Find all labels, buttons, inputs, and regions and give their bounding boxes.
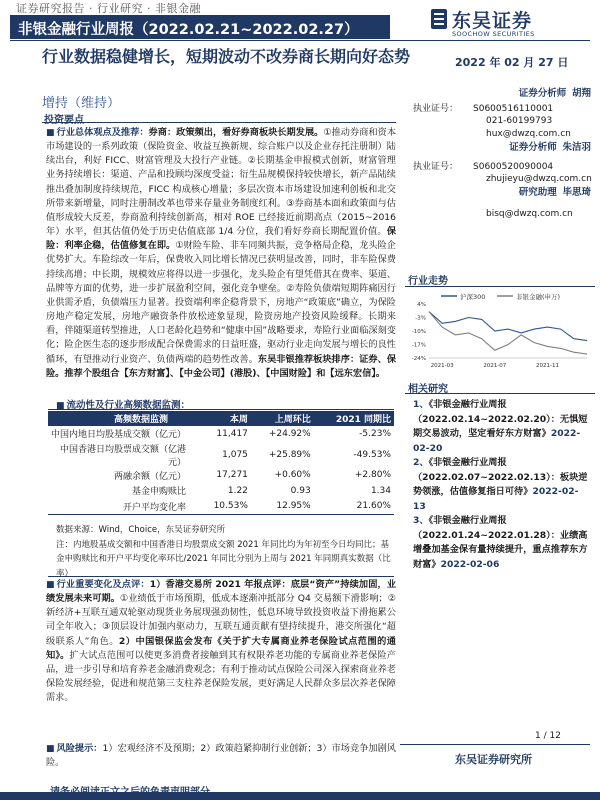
footer-divider — [400, 744, 590, 745]
table-notes — [56, 523, 392, 581]
y-axis-ticks — [412, 302, 587, 362]
footer-organization: 东吴证券研究所 — [455, 753, 532, 766]
legend-label-b: 非银金融(申万) — [516, 293, 561, 301]
section-divider — [48, 576, 394, 577]
analyst-block-1 — [413, 88, 591, 140]
y-tick-label: -3% — [415, 315, 426, 322]
table-heading: ■ 流动性及行业高频数据监测： — [56, 400, 191, 411]
page-title: 行业数据稳健增长，短期波动不改券商长期向好态势 — [42, 47, 411, 66]
report-title-bar: 非银金融行业周报（2022.02.21~2022.02.27） — [10, 15, 390, 39]
related-heading: 相关研究 — [408, 384, 448, 395]
page-number: 1 / 12 — [535, 731, 561, 741]
cert-label: 执业证号： — [413, 161, 459, 172]
section-divider — [405, 393, 595, 394]
table-row: 中国内地日均股基成交额（亿元） 11,417 +24.92% -5.23% — [51, 428, 391, 441]
table-footnote: 注：内地股基成交额和中国香港日均股票成交额 2021 年同比均为年初至今日均同比；基金申购赎比和开户平均变化率环比/2021 年同比分别为上周与 2021 年同期真实数据（比率） — [56, 539, 391, 579]
analyst-phone: 021-60199793 — [486, 116, 553, 126]
bullet-icon: ■ — [46, 744, 55, 754]
report-date: 2022 年 02 月 27 日 — [455, 56, 569, 69]
table-top-rule — [48, 409, 394, 410]
section-heading-invest: 投资要点 — [44, 115, 84, 126]
x-axis-ticks — [431, 363, 559, 369]
table-row: 中国香港日均股票成交额（亿港元） 1,075 +25.89% -49.53% — [59, 444, 391, 468]
bullet-icon: ■ — [46, 580, 55, 590]
y-tick-label: -10% — [411, 329, 426, 335]
analyst-role: 研究助理 — [518, 187, 557, 198]
analyst-block-3 — [413, 187, 591, 220]
column-header: 上周环比 — [251, 411, 314, 426]
series-line-csi300 — [429, 312, 587, 341]
logo-subtitle: SOOCHOW SECURITIES — [452, 30, 535, 38]
table-header-row — [48, 411, 394, 426]
cert-number: S0600516110001 — [473, 103, 554, 114]
related-item[interactable]: 2、《非银金融行业周报（2022.02.07~2022.02.13）：板块逆势领涨，估值修复指日可待》2022-02-13 — [413, 457, 588, 512]
table-row: 开户平均变化率 10.53% 12.95% 21.60% — [48, 499, 394, 515]
company-logo — [430, 6, 590, 40]
paragraph-risk: ■ 风险提示：1）宏观经济不及预期；2）政策趋紧抑制行业创新；3）市场竞争加剧风险。 — [46, 743, 396, 769]
bullet-icon: ■ — [46, 128, 55, 138]
section-divider — [42, 122, 396, 123]
column-header: 高频数据监测 — [48, 411, 198, 426]
column-header: 本周 — [198, 411, 251, 426]
x-tick-label: 2021-11 — [536, 363, 559, 369]
report-category: 证券研究报告 · 行业研究 · 非银金融 — [16, 2, 201, 15]
legend-label-a: 沪深300 — [460, 293, 486, 301]
related-item[interactable]: 3、《非银金融行业周报（2022.01.24~2022.01.28）：业绩高增叠加基金保有量持续提升，重点推荐东方财富》2022-02-06 — [413, 515, 588, 570]
paragraph-industry-changes: ■ 行业重要变化及点评：1）香港交易所 2021 年报点评：底层“资产”持续加固，业绩发展未来可期。①业绩低于市场预期，低成本逐渐冲抵部分 Q4 交易额下滑影响；②新经济+互联互通双轮驱动现货业务展现强劲韧性，低息环境导致投资收益下滑拖累公司全年收入；③顶层设计加强内驱动力，互联互通贡献有望持续提升，港交所强化“超级联系人”角色。2）中国银保监会发布《关于扩大专属商业养老保险试点范围的通知》。扩大试点范围可以使更多消费者接触到其有权限养老功能的专属商业养老保险产品，进一步引导和培育养老金融消费观念；有利于推动试点保险公司深入探索商业养老保险发展经验，促进和规范第三支柱养老保险发展，更好满足人民群众多层次养老保障需求。 — [46, 579, 397, 704]
analyst-block-2 — [413, 142, 591, 186]
x-tick-label: 2021-07 — [483, 363, 507, 369]
related-research-list — [413, 398, 589, 572]
chart-legend — [441, 292, 560, 301]
table-row: 基金申购赎比 1.22 0.93 1.34 — [131, 485, 391, 498]
header-divider — [10, 40, 590, 41]
analyst-name: 毕思琦 — [562, 187, 591, 198]
analyst-role: 证券分析师 — [509, 142, 557, 153]
analyst-email: zhujieyu@dwzq.com.cn — [486, 174, 592, 184]
analyst-email: hux@dwzq.com.cn — [486, 128, 571, 139]
table-row: 两融余额（亿元） 17,271 +0.60% +2.80% — [113, 470, 391, 482]
logo-mark-icon — [430, 8, 448, 30]
cert-label: 执业证号： — [413, 103, 459, 114]
logo-text: 东吴证券 — [452, 10, 533, 32]
rating-label: 增持（维持） — [42, 96, 121, 111]
x-tick-label: 2021-03 — [430, 363, 454, 369]
chart-series — [429, 312, 587, 354]
analyst-email: bisq@dwzq.com.cn — [486, 208, 573, 219]
related-item[interactable]: 1、《非银金融行业周报（2022.02.14~2022.02.20）：无惧短期交易波动，坚定看好东方财富》2022-02-20 — [413, 399, 588, 454]
paragraph-industry-view: ■ 行业总体观点及推荐：券商：政策频出，看好券商板块长期发展。①推动券商和资本市场建设的一系列政策（保险资金、收益互换新规、综合账户以及企业存托注册制）陆续出台，利好 FICC、财富管理及大投行产业链。②长期基金申报模式创新，财富管理业务持续增长：渠道、产品和投顾均深度受益；衍生品规模保持较快增长，新产品陆续推出叠加制度持续规范，FICC 构成核心增量；多层次资本市场建设加速利创板和北交所带来新增量，同时注册制改革也带来存量业务制度红利。③券商基本面和政策面与估值形成较大反差，券商盈利持续创新高，相对 ROE 已经接近前期高点（2015~2016 年）水平，但其估值仍处于历史估值底部 1/4 分位，我们看好券商长期配置价值。保险：利率企稳，估值修复在即。①财险车险、非车同频共振，竞争格局企稳，龙头险企优势扩大。车险综改一年后，保费收入同比增长情况已获明显改善，同时，非车险保费持续高增；中长期，规模效应将得以进一步强化，龙头险企有望凭借其在费率、渠道、品牌等方面的优势，进一步扩展盈利空间，强化竞争壁垒。②寿险负债端短期阵痛因行业供需矛盾，负债端压力显著。投资端利率企稳背景下，房地产“政策底”确立，为保险房地产稳定发展，房地产融资条件放松迹象显现，险资房地产投资风险缓释。长期来看，伴随渠道转型推进，人口老龄化趋势和“健康中国”战略要求，寿险行业面临深刻变化；险企医生态的逐步形成配合保费需求的日益旺盛，驱动行业走向发展与增长的良性循环，有望推动行业资产、负债两端的趋势性改善。东吴非银推荐板块排序：证券、保险。推荐个股组合【东方财富】、【中金公司】(港股)、【中国财险】和【远东宏信】。 — [46, 127, 397, 379]
series-line-nonbank-finance — [429, 312, 587, 354]
section-divider — [405, 286, 595, 287]
column-header: 2021 同期比 — [314, 411, 394, 426]
analyst-name: 胡翔 — [571, 88, 591, 99]
trend-heading: 行业走势 — [408, 276, 448, 287]
industry-trend-chart — [405, 290, 593, 372]
cert-number: S0600520090004 — [473, 161, 554, 172]
analyst-role: 证券分析师 — [518, 88, 567, 99]
high-frequency-data-table — [48, 411, 394, 515]
table-source: 数据来源：Wind，Choice，东吴证券研究所 — [56, 525, 226, 535]
analyst-name: 朱洁羽 — [562, 142, 591, 153]
y-tick-label: -24% — [411, 356, 426, 362]
bullet-icon: ■ — [56, 401, 65, 411]
footer-band — [0, 792, 600, 800]
y-tick-label: -17% — [411, 342, 426, 349]
y-tick-label: 4% — [417, 302, 426, 308]
